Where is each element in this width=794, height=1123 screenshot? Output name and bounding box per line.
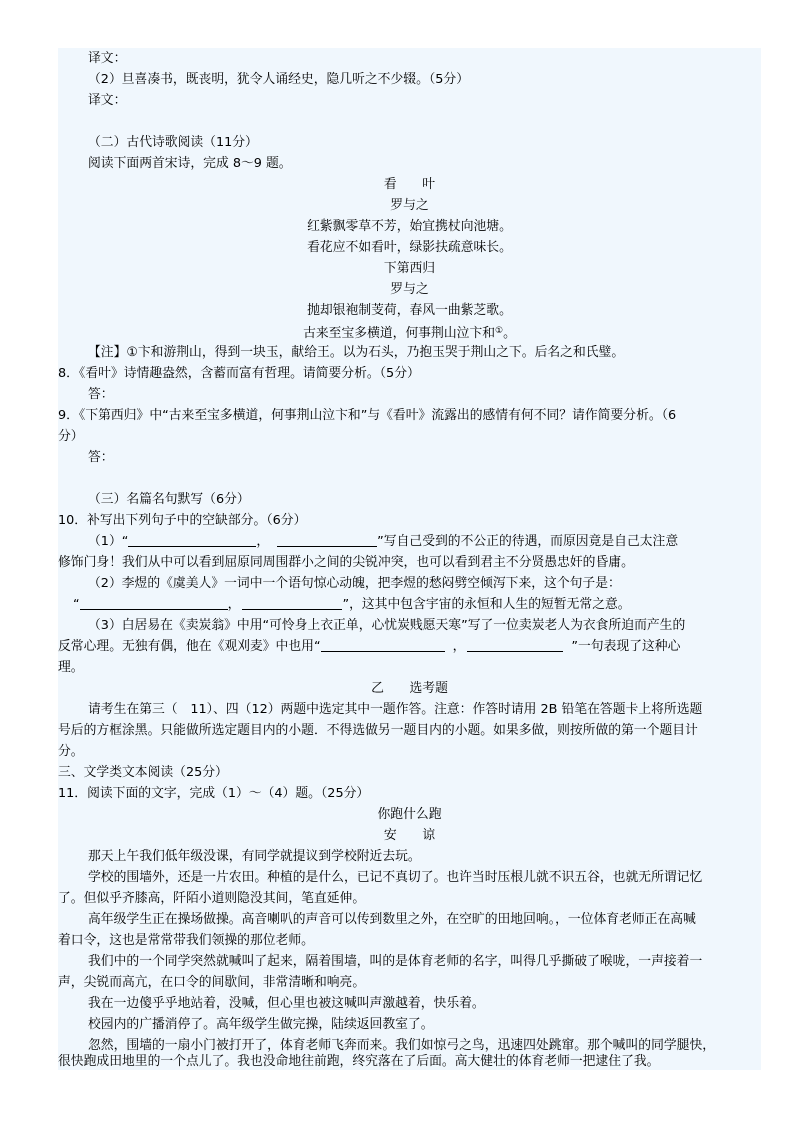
story-line: 学校的围墙外，还是一片农田。种植的是什么，已记不真切了。也许当时压根儿就不识五谷，也就无所谓记忆	[88, 870, 703, 885]
answer-blank[interactable]	[128, 532, 256, 547]
text-line: 阅读下面两首宋诗，完成 8～9 题。	[88, 156, 292, 171]
text-span: ，	[227, 597, 241, 612]
answer-blank[interactable]	[277, 532, 377, 547]
poem-text: 古来至宝多横道，何事荆山泣卞和	[303, 326, 496, 341]
answer-blank[interactable]	[321, 637, 445, 652]
fill-line	[58, 594, 761, 615]
instruction-line: 请考生在第三（ 11）、四（12）两题中选定其中一题作答。注意：作答时请用 2B 铅笔在答题卡上将所选题	[88, 702, 703, 717]
story-line: 声，尖锐而高亢，在口令的间歇间，非常清晰和响亮。	[58, 975, 366, 990]
story-line: 着口令，这也是常常带我们领操的那位老师。	[58, 933, 314, 948]
note-line: 【注】①卞和游荆山，得到一块玉，献给王。以为石头，乃抱玉哭于荆山之下。后名之和氏璧。	[88, 345, 625, 360]
question-8: 8．《看叶》诗情趣盎然，含蓄而富有哲理。请简要分析。（5分）	[58, 366, 420, 381]
question-9: 9．《下第西归》中“古来至宝多横道，何事荆山泣卞和”与《看叶》流露出的感情有何不同？请作简要分析。（6	[58, 408, 677, 423]
poem-line: 红紫飘零草不芳，始宜携杖向池塘。	[307, 219, 512, 234]
poem-line	[58, 321, 761, 342]
story-line: 我在一边傻乎乎地站着，没喊，但心里也被这喊叫声激越着，快乐着。	[88, 996, 485, 1011]
text-span: ”一句表现了这种心	[571, 639, 681, 654]
text-line: 分）	[58, 429, 84, 444]
text-line: （2）李煜的《虞美人》一词中一个语句惊心动魄，把李煜的愁闷劈空倾泻下来，这个句子是：	[88, 576, 621, 591]
text-span: ，	[452, 639, 466, 654]
document-page	[58, 48, 761, 1070]
text-line: 译文：	[88, 51, 127, 66]
text-line: 修饰门身！我们从中可以看到屈原同周围群小之间的尖锐冲突，也可以看到君主不分贤愚忠奸的昏庸。	[58, 555, 634, 570]
instruction-line: 分。	[58, 744, 84, 759]
poem-author: 罗与之	[390, 282, 429, 297]
poem-line: 看花应不如看叶，绿影扶疏意味长。	[307, 240, 512, 255]
poem-author: 罗与之	[390, 198, 429, 213]
answer-blank[interactable]	[80, 595, 228, 610]
question-10: 10．补写出下列句子中的空缺部分。（6分）	[58, 513, 307, 528]
story-line: 了。但似乎齐膝高，阡陌小道则隐没其间，笔直延伸。	[58, 891, 366, 906]
text-span: “	[73, 597, 80, 612]
poem-punct: 。	[503, 326, 516, 341]
text-line: 译文：	[88, 93, 127, 108]
text-line: 理。	[58, 660, 84, 675]
story-line: 校园内的广播消停了。高年级学生做完操，陆续返回教室了。	[88, 1017, 434, 1032]
answer-label: 答：	[88, 450, 114, 465]
story-line: 我们中的一个同学突然就喊叫了起来，隔着围墙，叫的是体育老师的名字，叫得几乎撕破了喉咙，一声接着一	[88, 954, 703, 969]
answer-blank[interactable]	[467, 637, 563, 652]
text-line: （3）白居易在《卖炭翁》中用“可怜身上衣正单，心忧炭贱愿天寒”写了一位卖炭老人为衣食所迫而产生的	[88, 618, 686, 633]
section-heading: （三）名篇名句默写（6分）	[88, 492, 250, 507]
text-span: （1）“	[88, 534, 129, 549]
story-line: 那天上午我们低年级没课，有同学就提议到学校附近去玩。	[88, 849, 421, 864]
instruction-line: 号后的方框涂黑。只能做所选定题目内的小题．不得选做另一题目内的小题。如果多做，则按所做的第一个题目计	[58, 723, 698, 738]
poem-title: 下第西归	[383, 261, 436, 276]
poem-line: 抛却银袍制芰荷，春风一曲紫芝歌。	[307, 303, 512, 318]
answer-blank[interactable]	[242, 595, 342, 610]
section-title: 乙 选考题	[371, 681, 448, 696]
text-span: ，	[256, 534, 270, 549]
footnote-mark: ①	[495, 326, 504, 336]
story-line: 高年级学生正在操场做操。高音喇叭的声音可以传到数里之外，在空旷的田地回响。，一位体育老师正在高喊	[88, 912, 696, 927]
section-heading: 三、文学类文本阅读（25分）	[58, 765, 228, 780]
story-title: 你跑什么跑	[377, 807, 442, 822]
text-line: （2）旦喜凑书，既丧明，犹令人诵经史，隐几听之不少辍。（5分）	[88, 72, 469, 87]
story-line: 很快跑成田地里的一个点儿了。我也没命地往前跑，终究落在了后面。高大健壮的体育老师一把逮住了我。	[58, 1054, 660, 1069]
text-span: ”写自己受到的不公正的待遇，而原因竟是自己太注意	[377, 534, 679, 549]
text-span: ”，这其中包含宇宙的永恒和人生的短暂无常之意。	[342, 597, 631, 612]
answer-label: 答：	[88, 387, 114, 402]
fill-line	[58, 636, 761, 657]
text-span: 反常心理。无独有偶，他在《观刈麦》中也用“	[58, 639, 321, 654]
story-line: 忽然，围墙的一扇小门被打开了，体育老师飞奔而来。我们如惊弓之鸟，迅速四处跳窜。那个喊叫的同学腿快，	[88, 1038, 716, 1053]
question-11: 11．阅读下面的文字，完成（1）～（4）题。（25分）	[58, 786, 370, 801]
poem-title: 看 叶	[383, 177, 436, 192]
section-heading: （二）古代诗歌阅读（11分）	[88, 135, 258, 150]
story-author: 安 谅	[383, 828, 436, 843]
fill-line	[58, 531, 761, 552]
